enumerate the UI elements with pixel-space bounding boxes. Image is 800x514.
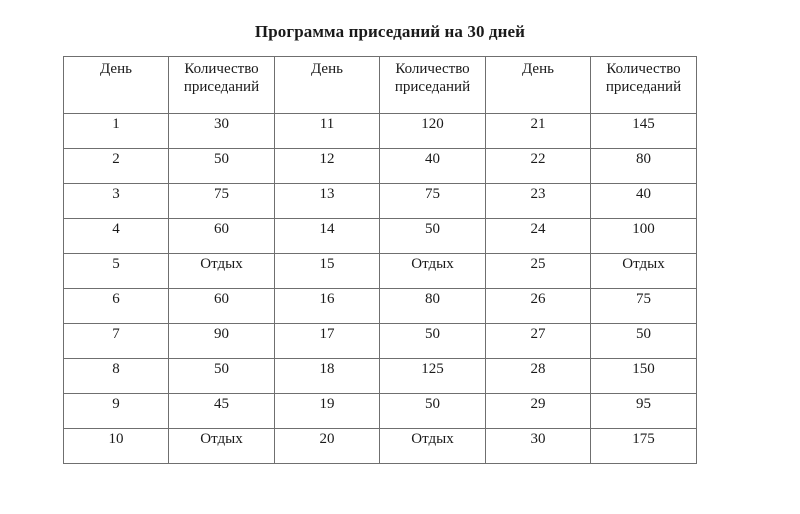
- day-cell: 4: [64, 219, 169, 254]
- header-count-label-line2: приседаний: [394, 79, 471, 95]
- count-cell: 145: [591, 114, 697, 149]
- count-cell: 80: [380, 289, 486, 324]
- day-cell: 27: [486, 324, 591, 359]
- count-cell: 50: [380, 219, 486, 254]
- count-cell: 45: [169, 394, 275, 429]
- table-row: [64, 149, 697, 184]
- count-cell: 50: [380, 324, 486, 359]
- day-cell: 29: [486, 394, 591, 429]
- day-cell: 21: [486, 114, 591, 149]
- header-day-3: [486, 57, 591, 114]
- day-cell: 6: [64, 289, 169, 324]
- header-day-label: День: [100, 61, 132, 77]
- day-cell: 11: [275, 114, 380, 149]
- count-cell: 75: [380, 184, 486, 219]
- day-cell: 12: [275, 149, 380, 184]
- header-count-label-line2: приседаний: [183, 79, 260, 95]
- day-cell: 17: [275, 324, 380, 359]
- header-count-label-line1: Количество: [184, 61, 259, 77]
- count-cell: Отдых: [169, 254, 275, 289]
- table-row: [64, 429, 697, 464]
- header-day-1: [64, 57, 169, 114]
- day-cell: 28: [486, 359, 591, 394]
- day-cell: 3: [64, 184, 169, 219]
- header-count-2: [380, 57, 486, 114]
- day-cell: 7: [64, 324, 169, 359]
- table-row: [64, 114, 697, 149]
- header-count-3: [591, 57, 697, 114]
- day-cell: 22: [486, 149, 591, 184]
- count-cell: 60: [169, 219, 275, 254]
- header-count-1: [169, 57, 275, 114]
- table-row: [64, 289, 697, 324]
- table-row: [64, 254, 697, 289]
- day-cell: 14: [275, 219, 380, 254]
- day-cell: 30: [486, 429, 591, 464]
- squat-program-table: [63, 56, 697, 464]
- count-cell: Отдых: [380, 429, 486, 464]
- count-cell: 80: [591, 149, 697, 184]
- day-cell: 15: [275, 254, 380, 289]
- table-row: [64, 394, 697, 429]
- day-cell: 19: [275, 394, 380, 429]
- day-cell: 9: [64, 394, 169, 429]
- count-cell: 100: [591, 219, 697, 254]
- day-cell: 18: [275, 359, 380, 394]
- day-cell: 5: [64, 254, 169, 289]
- count-cell: 50: [591, 324, 697, 359]
- count-cell: 50: [169, 359, 275, 394]
- count-cell: 175: [591, 429, 697, 464]
- table-row: [64, 184, 697, 219]
- day-cell: 25: [486, 254, 591, 289]
- table-row: [64, 359, 697, 394]
- count-cell: Отдых: [380, 254, 486, 289]
- day-cell: 26: [486, 289, 591, 324]
- table-row: [64, 324, 697, 359]
- table-row: [64, 219, 697, 254]
- document-title: Программа приседаний на 30 дней: [254, 22, 526, 41]
- day-cell: 1: [64, 114, 169, 149]
- count-cell: 120: [380, 114, 486, 149]
- header-day-2: [275, 57, 380, 114]
- header-count-label-line2: приседаний: [605, 79, 682, 95]
- count-cell: Отдых: [591, 254, 697, 289]
- count-cell: 95: [591, 394, 697, 429]
- day-cell: 16: [275, 289, 380, 324]
- day-cell: 24: [486, 219, 591, 254]
- count-cell: 40: [380, 149, 486, 184]
- header-count-label-line1: Количество: [395, 61, 470, 77]
- count-cell: 40: [591, 184, 697, 219]
- day-cell: 10: [64, 429, 169, 464]
- header-day-label: День: [311, 61, 343, 77]
- day-cell: 8: [64, 359, 169, 394]
- count-cell: 125: [380, 359, 486, 394]
- day-cell: 20: [275, 429, 380, 464]
- count-cell: 90: [169, 324, 275, 359]
- count-cell: 50: [380, 394, 486, 429]
- count-cell: 150: [591, 359, 697, 394]
- day-cell: 23: [486, 184, 591, 219]
- header-count-label-line1: Количество: [606, 61, 681, 77]
- table-header-row: [64, 57, 697, 114]
- day-cell: 2: [64, 149, 169, 184]
- count-cell: Отдых: [169, 429, 275, 464]
- count-cell: 30: [169, 114, 275, 149]
- day-cell: 13: [275, 184, 380, 219]
- count-cell: 50: [169, 149, 275, 184]
- count-cell: 75: [591, 289, 697, 324]
- count-cell: 60: [169, 289, 275, 324]
- count-cell: 75: [169, 184, 275, 219]
- header-day-label: День: [522, 61, 554, 77]
